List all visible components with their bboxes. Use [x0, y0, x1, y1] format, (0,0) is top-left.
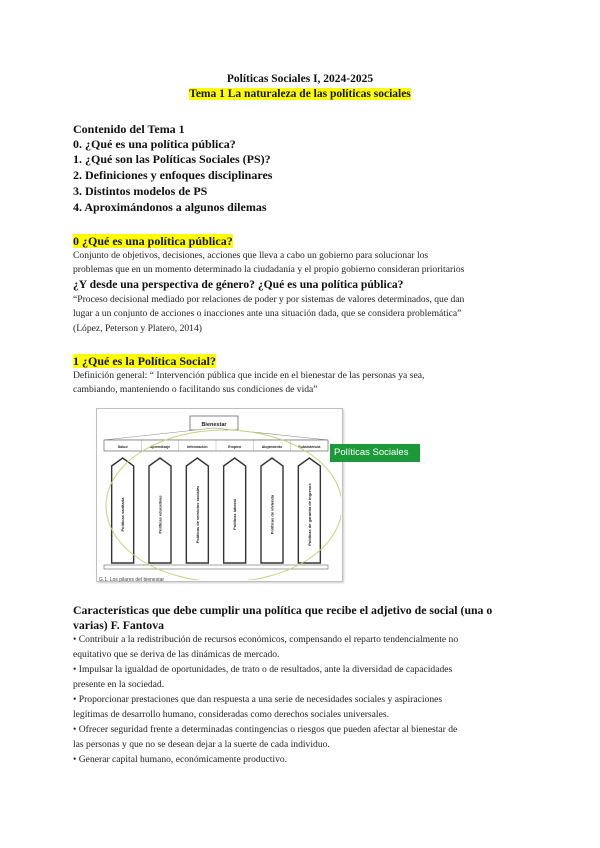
section1-text-line: cambiando, manteniendo o facilitando sus condiciones de vida” — [73, 384, 318, 395]
topic-title-wrapper — [0, 88, 600, 100]
bullet-line: • Generar capital humano, económicamente productivo. — [73, 754, 288, 765]
section1-heading-wrapper — [73, 354, 216, 369]
contents-item: 1. ¿Qué son las Políticas Sociales (PS)? — [73, 152, 271, 166]
capital-label: Aprendizaje — [149, 445, 171, 449]
pillar-label: Políticas de garantía de ingresos — [306, 483, 312, 546]
section0-quote-line: “Proceso decisional mediado por relaciones de poder y por sistemas de valores determinados, que dan — [73, 294, 465, 305]
contents-item: 3. Distintos modelos de PS — [73, 184, 208, 198]
capital-label: Empleo — [228, 445, 242, 449]
section0-subheading: ¿Y desde una perspectiva de género? ¿Qué es una política pública? — [73, 278, 404, 291]
capital-label: Alojamiento — [261, 445, 283, 449]
bullet-line: • Impulsar la igualdad de oportunidades, de trato o de resultados, ante la diversidad de capacidades — [73, 664, 453, 675]
pillars-diagram — [96, 408, 341, 580]
pillar-label: Políticas de vivienda — [269, 494, 275, 535]
section0-heading-wrapper — [73, 234, 233, 249]
capital-label: Salud — [117, 445, 128, 449]
section0-text-line: Conjunto de objetivos, decisiones, acciones que lleva a cabo un gobierno para solucionar los — [73, 250, 429, 261]
capital-label: Información — [187, 445, 208, 449]
pillar-label: Políticas educativas — [157, 495, 163, 534]
topic-title: Tema 1 La naturaleza de las políticas sociales — [189, 88, 411, 100]
bullet-line: • Proporcionar prestaciones que dan respuesta a una serie de necesidades sociales y aspiraciones — [73, 694, 443, 705]
capital-label: Subsistencia — [298, 445, 321, 449]
contents-item: 2. Definiciones y enfoques disciplinares — [73, 168, 273, 182]
section0-heading: 0 ¿Qué es una política pública? — [73, 234, 233, 248]
pillar-label: Políticas laboral — [232, 499, 238, 530]
section2-heading-line: Características que debe cumplir una política que recibe el adjetivo de social (una o — [73, 603, 493, 617]
bullet-line: legítimas de desarrollo humano, consideradas como derechos sociales universales. — [73, 709, 389, 720]
section1-text-line: Definición general: “ Intervención pública que incide en el bienestar de las personas ya sea, — [73, 370, 425, 381]
section2-heading-line: varias) F. Fantova — [73, 618, 164, 632]
bullet-line: • Contribuir a la redistribución de recursos económicos, compensando el reparto tendencialmente no — [73, 634, 459, 645]
course-title: Políticas Sociales I, 2024-2025 — [226, 73, 374, 85]
pillar-label: Políticas de servicios sociales — [194, 485, 200, 544]
figure-caption: G.1. Los pilares del bienestar — [99, 577, 165, 583]
section0-citation: (López, Peterson y Platero, 2014) — [73, 323, 202, 334]
bullet-line: las personas y que no se desean dejar a la suerte de cada individuo. — [73, 739, 330, 750]
contents-item: 4. Aproximándonos a algunos dilemas — [73, 200, 267, 214]
contents-title: Contenido del Tema 1 — [73, 122, 185, 136]
politicas-sociales-label: Políticas Sociales — [330, 444, 420, 462]
roof-label: Bienestar — [201, 422, 227, 428]
contents-item: 0. ¿Qué es una política pública? — [73, 137, 236, 151]
pillar-label: Políticas sanitaria — [120, 497, 126, 532]
section0-quote-line: lugar a un conjunto de acciones o inacciones ante una situación dada, que se considera problemática” — [73, 308, 462, 319]
bullet-line: presente en la sociedad. — [73, 679, 165, 690]
bullet-line: equitativo que se deriva de las dinámicas de mercado. — [73, 649, 280, 660]
bullet-line: • Ofrecer seguridad frente a determinadas contingencias o riesgos que pueden afectar al bienestar de — [73, 724, 458, 735]
section1-heading: 1 ¿Qué es la Política Social? — [73, 354, 216, 368]
section0-text-line: problemas que en un momento determinado la ciudadanía y el propio gobierno consideran prioritarios — [73, 264, 465, 275]
